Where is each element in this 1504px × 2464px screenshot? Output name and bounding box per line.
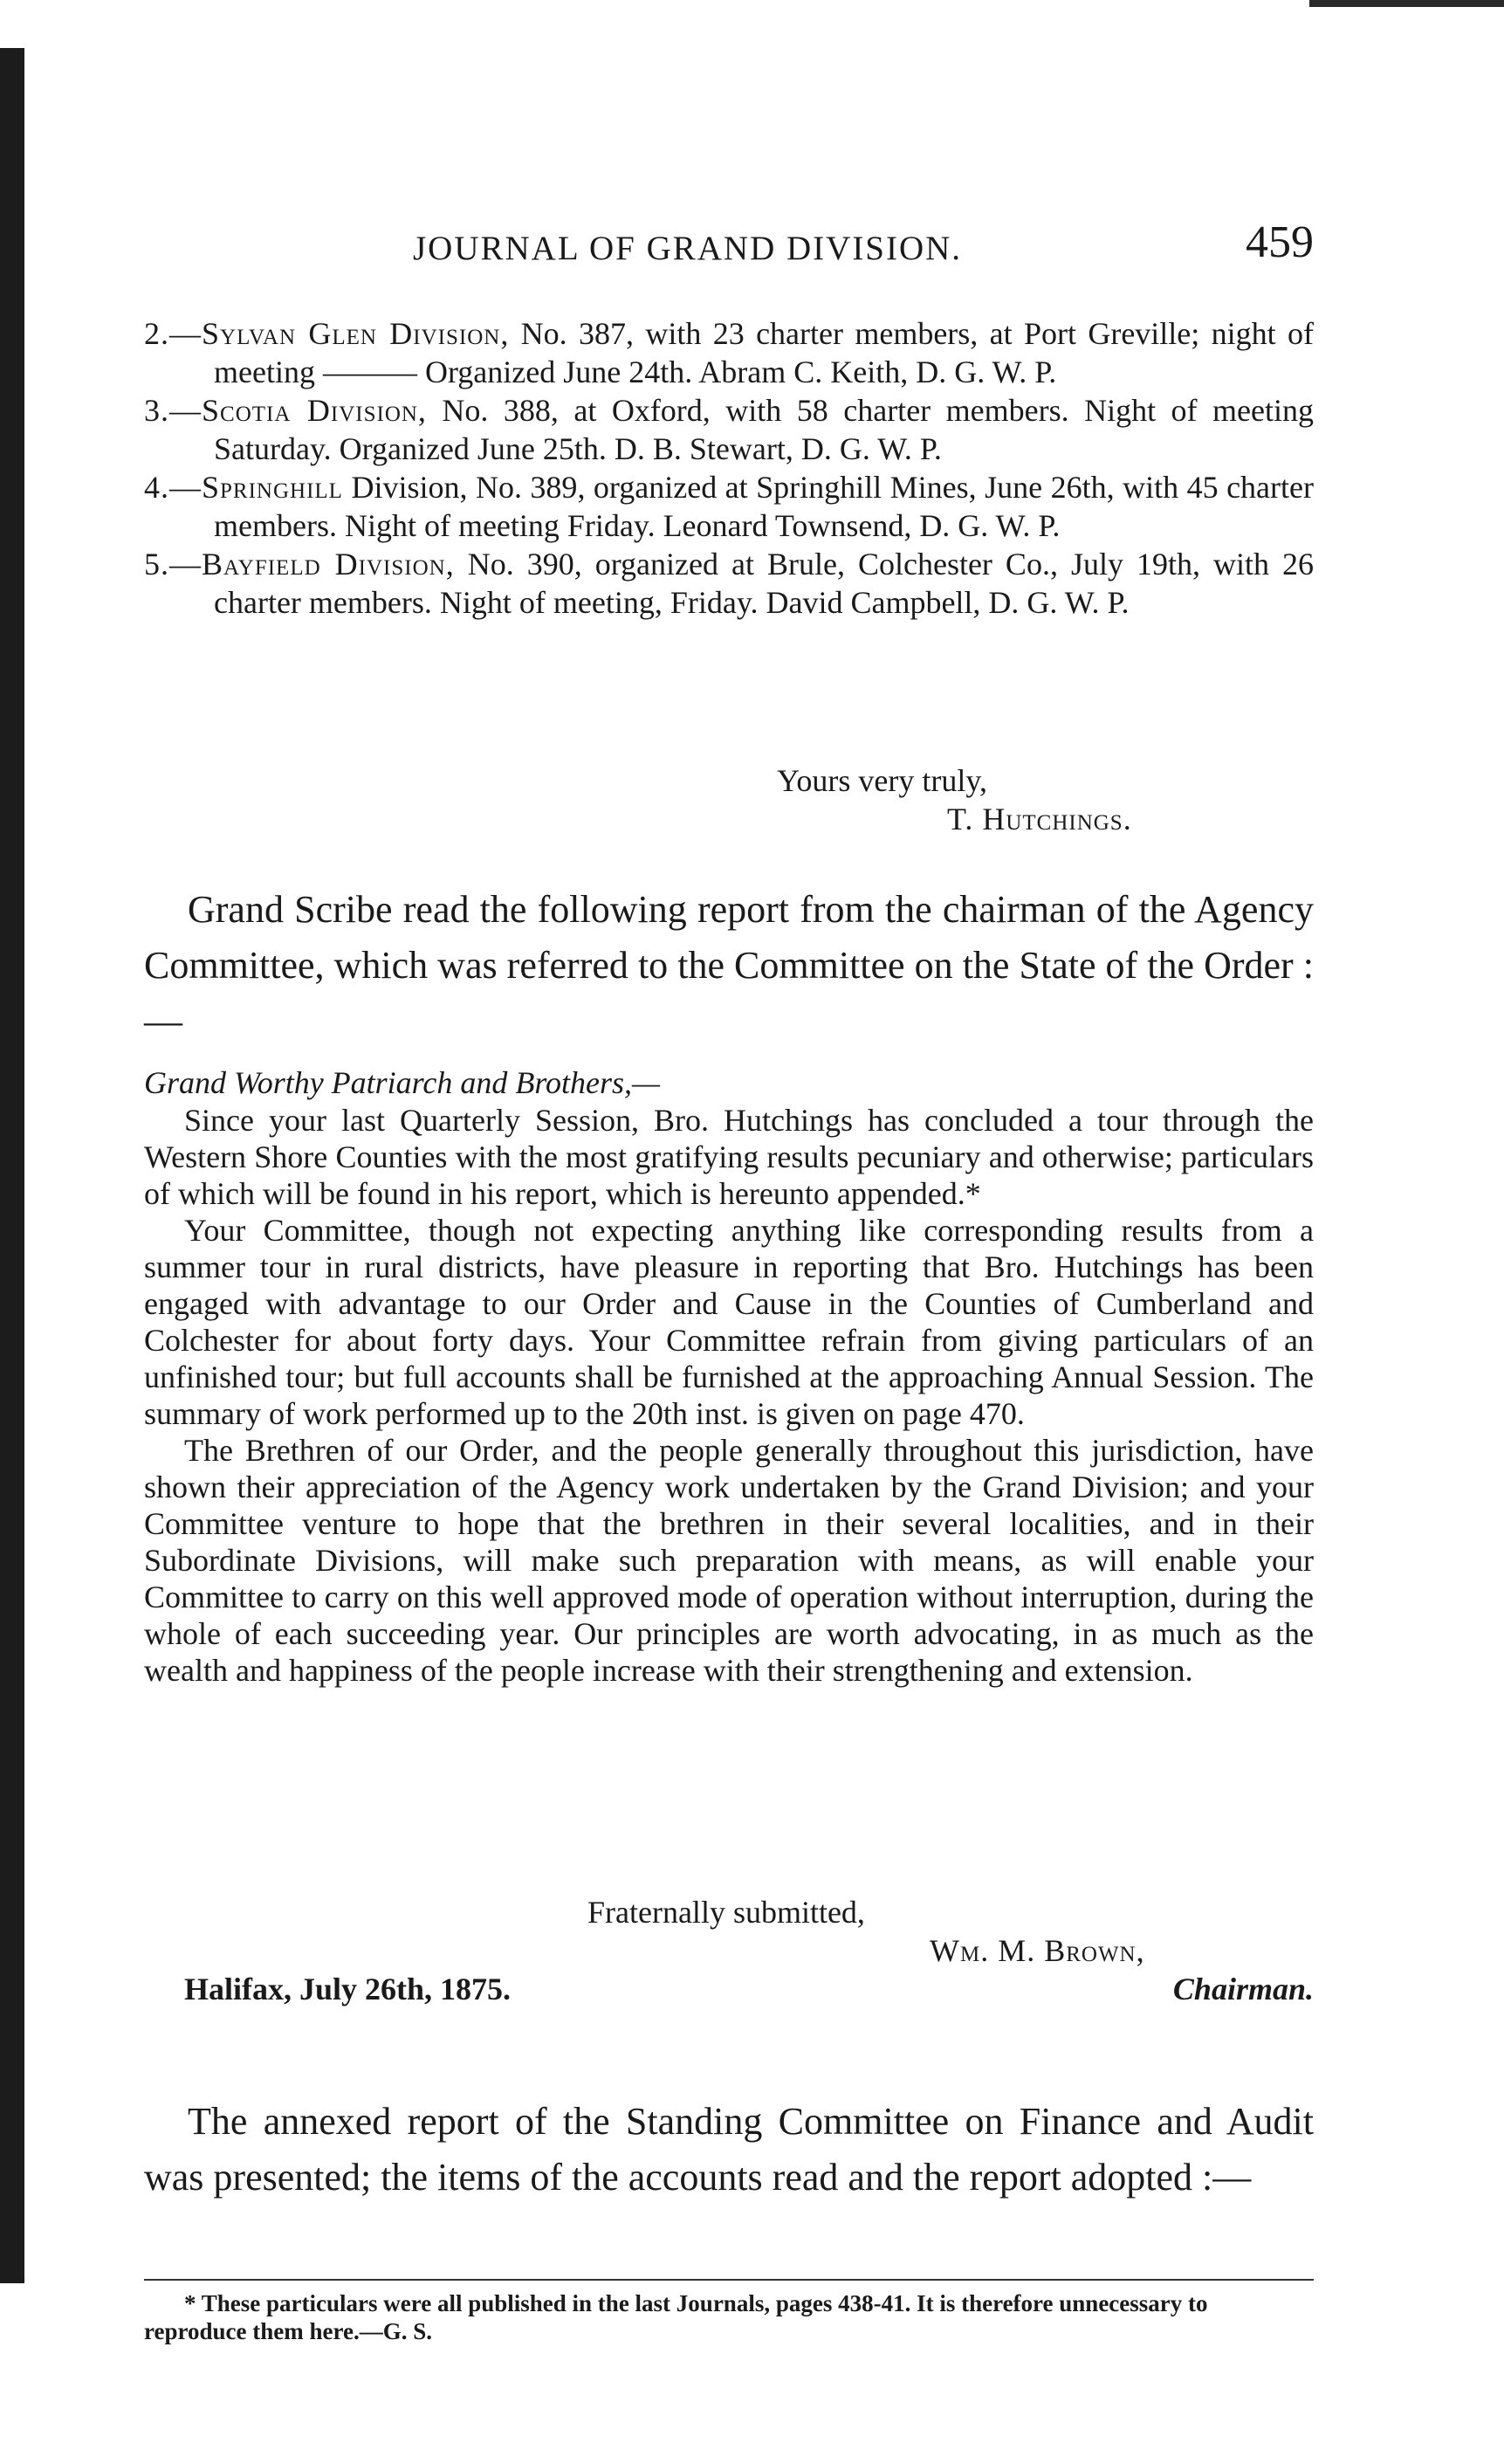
report-signatory: Wm. M. Brown, xyxy=(930,1933,1145,1968)
report-salutation: Grand Worthy Patriarch and Brothers,— xyxy=(144,1065,661,1100)
division-entry xyxy=(144,545,1314,622)
agency-report xyxy=(144,1063,1314,1689)
division-text: No. 390, organized at Brule, Colchester Co., July 19th, with 26 charter members. Night of meeting, Friday. David Campbell, D. G. W. P. xyxy=(214,547,1314,620)
report-paragraph: Your Committee, though not expecting anything like corresponding results from a summer tour in rural districts, have pleasure in reporting that Bro. Hutchings has been engaged with advantage to our Order and Cause in the Counties of Cumberland and Colchester for about forty days. Your Committee refrain from giving particulars of an unfinished tour; but full accounts shall be furnished at the approaching Annual Session. The summary of work performed up to the 20th inst. is given on page 470. xyxy=(144,1213,1314,1431)
division-entry xyxy=(144,468,1314,545)
date-title-row xyxy=(144,1970,1314,2008)
division-entry xyxy=(144,391,1314,468)
report-closing xyxy=(144,1893,1314,2008)
report-paragraph: The Brethren of our Order, and the people generally throughout this jurisdiction, have shown their appreciation of the Agency work undertaken by the Grand Division; and your Committee venture to hope that the brethren in their several localities, and in their Subordinate Divisions, will make such preparation with means, as will enable your Committee to carry on this well approved mode of operation without interruption, during the whole of each succeeding year. Our principles are worth advocating, in as much as the wealth and happiness of the people increase with their strengthening and extension. xyxy=(144,1433,1314,1688)
footnote-rule xyxy=(144,2279,1314,2281)
page-header xyxy=(144,217,1314,286)
report-closing-line: Fraternally submitted, xyxy=(587,1895,865,1930)
division-list xyxy=(144,314,1314,622)
footnote: * These particulars were all published in the last Journals, pages 438-41. It is therefore unnecessary to reproduce them here.—G. S. xyxy=(144,2290,1208,2344)
report-paragraph: Since your last Quarterly Session, Bro. Hutchings has concluded a tour through the Western Shore Counties with the most gratifying results pecuniary and otherwise; particulars of which will be found in his report, which is hereunto appended.* xyxy=(144,1103,1314,1211)
report-chairman-title: Chairman. xyxy=(1172,1972,1314,2006)
intro-block xyxy=(144,882,1314,1050)
division-text: No. 388, at Oxford, with 58 charter members. Night of meeting Saturday. Organized June 25th. D. B. Stewart, D. G. W. P. xyxy=(214,393,1314,466)
division-label: 5.—Bayfield Division, xyxy=(144,547,455,582)
intro-paragraph: Grand Scribe read the following report from the chairman of the Agency Committee, which was referred to the Committee on the State of the Order :— xyxy=(144,888,1314,1043)
letter-signoff xyxy=(144,761,1314,838)
division-text: Division, No. 389, organized at Springhill Mines, June 26th, with 45 charter members. Night of meeting Friday. Leonard Townsend, D. G. W. P. xyxy=(214,470,1314,543)
division-label: 4.—Springhill xyxy=(144,470,343,505)
signoff-closing: Yours very truly, xyxy=(777,763,988,798)
running-title: JOURNAL OF GRAND DIVISION. xyxy=(413,230,963,267)
division-label: 3.—Scotia Division, xyxy=(144,393,427,428)
outro-paragraph: The annexed report of the Standing Committee on Finance and Audit was presented; the items of the accounts read and the report adopted :— xyxy=(144,2100,1314,2199)
outro-block xyxy=(144,2094,1314,2206)
report-place-date: Halifax, July 26th, 1875. xyxy=(184,1972,512,2006)
division-entry xyxy=(144,314,1314,391)
division-label: 2.—Sylvan Glen Division, xyxy=(144,316,510,351)
signoff-name: T. Hutchings. xyxy=(947,802,1132,836)
division-text: No. 387, with 23 charter members, at Port Greville; night of meeting ——— Organized June 24th. Abram C. Keith, D. G. W. P. xyxy=(214,316,1314,389)
page-number: 459 xyxy=(1246,217,1314,267)
